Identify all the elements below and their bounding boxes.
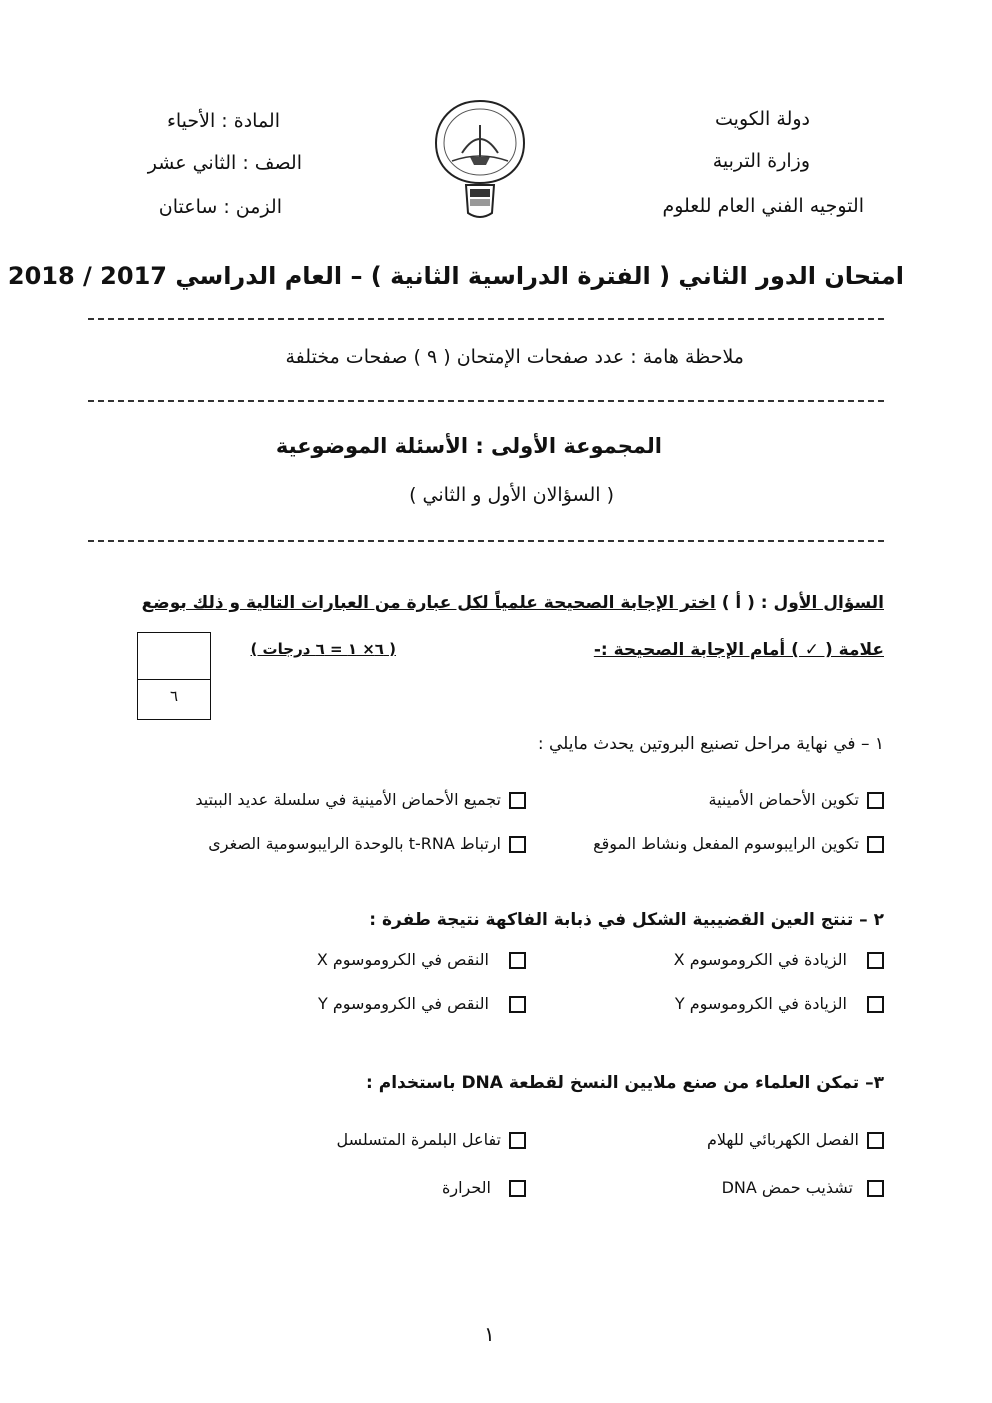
page-number: ١ [484, 1322, 495, 1346]
q2-option-2[interactable]: النقص في الكروموسوم X [317, 950, 526, 969]
header-directorate: التوجيه الفني العام للعلوم [662, 195, 864, 217]
checkbox[interactable] [509, 1132, 526, 1149]
header-grade: الصف : الثاني عشر [147, 152, 302, 174]
question-part: : ( أ ) [721, 593, 768, 613]
q2-option-3[interactable]: الزيادة في الكروموسوم Y [675, 994, 884, 1013]
divider [88, 540, 884, 542]
group-title: المجموعة الأولى : الأسئلة الموضوعية [275, 434, 662, 458]
q1-option-2[interactable]: تجميع الأحماض الأمينية في سلسلة عديد الببتيد [195, 790, 526, 809]
kuwait-emblem-icon [430, 95, 530, 225]
header-subject: المادة : الأحياء [166, 110, 280, 132]
header-duration: الزمن : ساعتان [158, 196, 282, 218]
header-country: دولة الكويت [715, 108, 810, 130]
checkbox[interactable] [509, 792, 526, 809]
divider [88, 400, 884, 402]
header-ministry: وزارة التربية [712, 150, 810, 172]
score-box [137, 632, 211, 720]
question-3-text: ٣– تمكن العلماء من صنع ملايين النسخ لقطعة DNA باستخدام : [366, 1073, 884, 1093]
section-instruction-line1 [142, 593, 884, 613]
q1-option-3[interactable]: تكوين الرايبوسوم المفعل ونشاط الموقع [593, 834, 884, 853]
checkbox[interactable] [509, 952, 526, 969]
question-2-text: ٢ – تنتج العين القضيبية الشكل في ذبابة الفاكهة نتيجة طفرة : [369, 910, 884, 930]
group-subtitle: ( السؤالان الأول و الثاني ) [409, 484, 614, 506]
checkbox[interactable] [509, 1180, 526, 1197]
important-note: ملاحظة هامة : عدد صفحات الإمتحان ( ٩ ) صفحات مختلفة [285, 346, 744, 368]
checkbox[interactable] [867, 996, 884, 1013]
instruction-text: اختر الإجابة الصحيحة علمياً لكل عبارة من العبارات التالية و ذلك بوضع [141, 593, 716, 613]
checkbox[interactable] [509, 836, 526, 853]
q2-option-1[interactable]: الزيادة في الكروموسوم X [674, 950, 884, 969]
question-label: السؤال الأول [773, 593, 884, 613]
checkbox[interactable] [867, 1180, 884, 1197]
checkbox[interactable] [867, 1132, 884, 1149]
checkbox[interactable] [509, 996, 526, 1013]
q3-option-2[interactable]: تفاعل البلمرة المتسلسل [336, 1130, 526, 1149]
q3-option-1[interactable]: الفصل الكهربائي للهلام [707, 1130, 884, 1149]
q2-option-4[interactable]: النقص في الكروموسوم Y [318, 994, 526, 1013]
section-instruction-line2: علامة ( ✓ ) أمام الإجابة الصحيحة :- [593, 640, 884, 660]
marks-label: ( ٦× ١ = ٦ درجات ) [250, 640, 396, 658]
q3-option-3[interactable]: تشذيب حمض DNA [722, 1178, 884, 1197]
divider [88, 318, 884, 320]
checkbox[interactable] [867, 952, 884, 969]
exam-title: امتحان الدور الثاني ( الفترة الدراسية الثانية ) – العام الدراسي 2017 / 2018 [7, 262, 904, 290]
q3-option-4[interactable]: الحرارة [442, 1178, 526, 1197]
checkbox[interactable] [867, 836, 884, 853]
question-1-text: ١ – في نهاية مراحل تصنيع البروتين يحدث مايلي : [537, 734, 884, 754]
checkbox[interactable] [867, 792, 884, 809]
q1-option-4[interactable]: ارتباط t-RNA بالوحدة الرايبوسومية الصغرى [208, 834, 526, 853]
q1-option-1[interactable]: تكوين الأحماض الأمينية [709, 790, 885, 809]
score-value: ٦ [169, 687, 179, 705]
